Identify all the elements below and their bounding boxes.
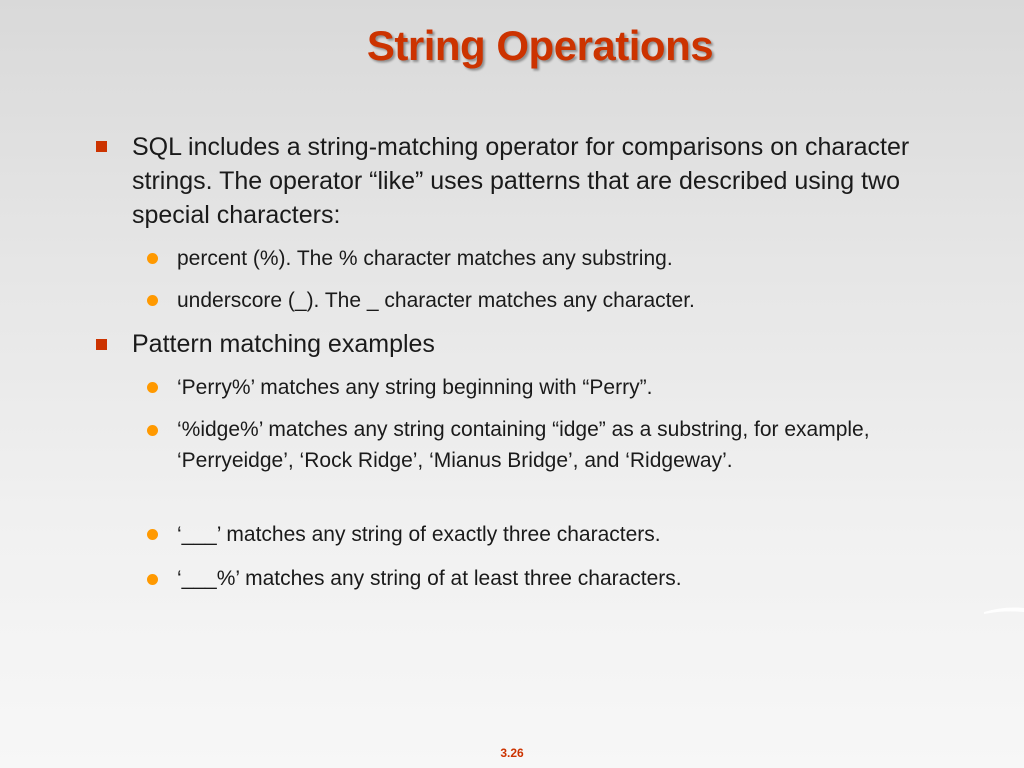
dot-bullet-icon (147, 529, 158, 540)
sub-bullet-text: ‘Perry%’ matches any string beginning with “Perry”. (177, 376, 653, 399)
sub-bullet-text: ‘___%’ matches any string of at least three characters. (177, 567, 682, 590)
square-bullet-icon (96, 339, 107, 350)
decorative-swoosh-icon (984, 604, 1024, 624)
page-number: 3.26 (500, 746, 524, 760)
dot-bullet-icon (147, 382, 158, 393)
dot-bullet-icon (147, 574, 158, 585)
bullet-text: Pattern matching examples (132, 330, 435, 358)
sub-bullet-text: ‘___’ matches any string of exactly three characters. (177, 523, 661, 546)
slide-title: String Operations (366, 22, 714, 69)
bullet-text: SQL includes a string-matching operator for comparisons on character strings. The operator “like” uses patterns that are described using two special characters: (132, 133, 910, 229)
dot-bullet-icon (147, 295, 158, 306)
sub-bullet-text: ‘%idge%’ matches any string containing “idge” as a substring, for example, ‘Perryeidge’, ‘Rock Ridge’, ‘Mianus Bridge’, and ‘Ridgeway’. (177, 418, 870, 472)
dot-bullet-icon (147, 253, 158, 264)
sub-bullet-text: underscore (_). The _ character matches any character. (177, 289, 695, 312)
square-bullet-icon (96, 141, 107, 152)
dot-bullet-icon (147, 425, 158, 436)
sub-bullet-text: percent (%). The % character matches any substring. (177, 247, 673, 270)
